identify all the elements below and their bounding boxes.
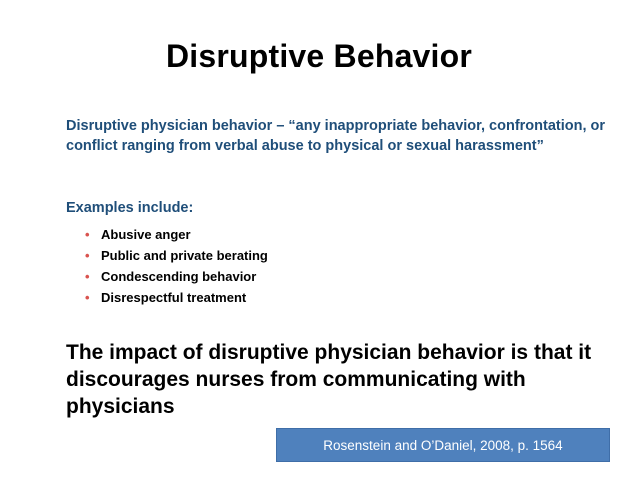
definition-text: Disruptive physician behavior – “any inappropriate behavior, confrontation, or conflict ranging from verbal abuse to physical or sexual harassment”	[66, 118, 606, 154]
citation-box	[276, 428, 610, 462]
examples-list	[85, 224, 268, 308]
bullet-icon: •	[85, 269, 90, 284]
list-item	[85, 224, 268, 245]
list-item-label: Public and private berating	[101, 248, 268, 263]
impact-statement: The impact of disruptive physician behavior is that it discourages nurses from communicating with physicians	[66, 341, 592, 418]
list-item	[85, 245, 268, 266]
list-item-label: Abusive anger	[101, 227, 191, 242]
bullet-icon: •	[85, 227, 90, 242]
examples-heading: Examples include:	[66, 200, 194, 216]
list-item	[85, 266, 268, 287]
list-item-label: Disrespectful treatment	[101, 290, 247, 305]
list-item	[85, 287, 268, 308]
slide-title: Disruptive Behavior	[165, 38, 473, 74]
bullet-icon: •	[85, 248, 90, 263]
list-item-label: Condescending behavior	[101, 269, 257, 284]
citation-text: Rosenstein and O’Daniel, 2008, p. 1564	[323, 437, 563, 453]
bullet-icon: •	[85, 290, 90, 305]
